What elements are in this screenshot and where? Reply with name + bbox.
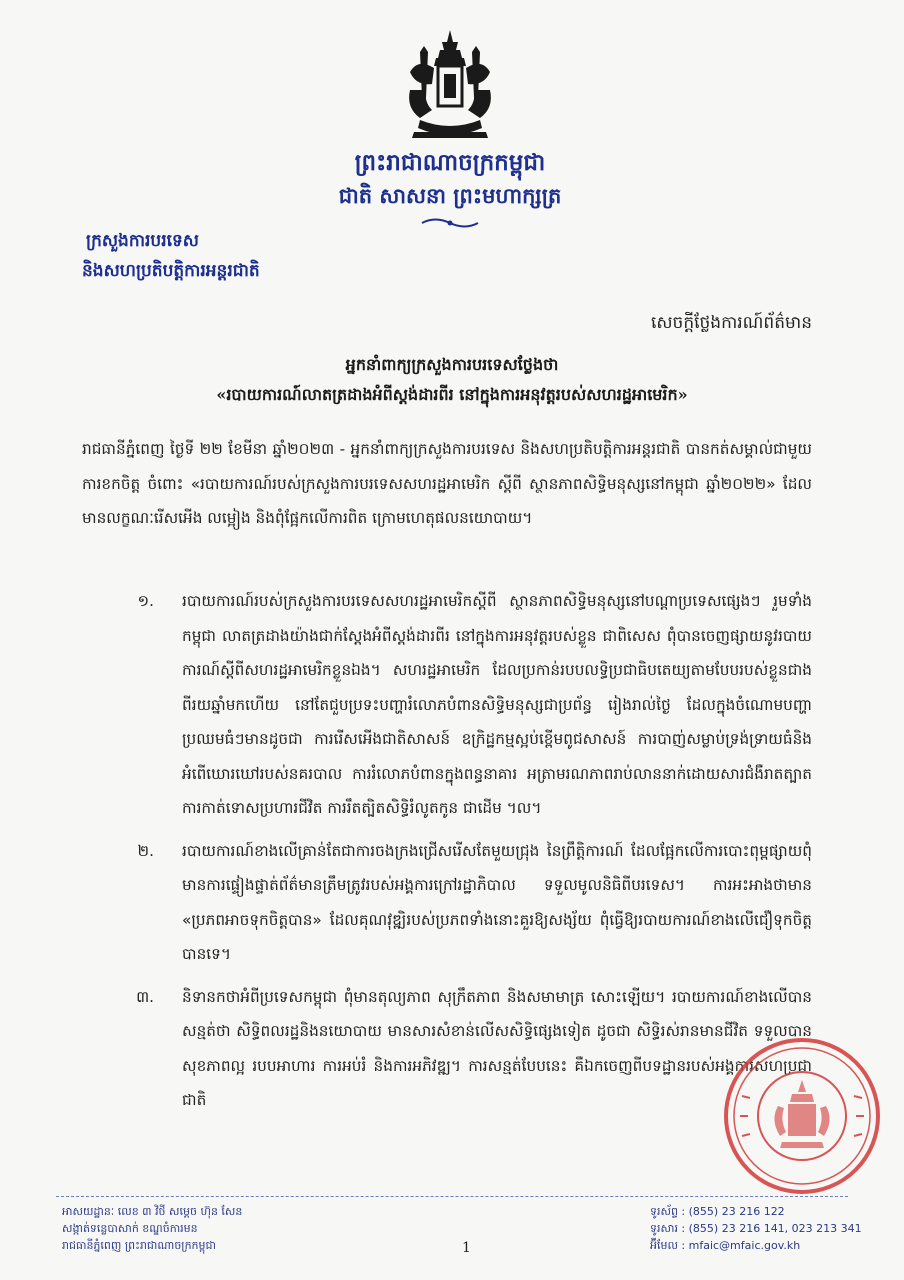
list-item <box>82 834 812 972</box>
footer-divider <box>56 1196 848 1197</box>
list-item <box>82 980 812 1118</box>
item-text: របាយការណ៍របស់ក្រសួងការបរទេសសហរដ្ឋអាមេរិកស្តីពី ស្ថានភាពសិទ្ធិមនុស្សនៅបណ្តាប្រទេសផ្សេងៗ រួមទាំងកម្ពុជា លាតត្រដាងយ៉ាងជាក់ស្តែងអំពីស្តង់ដារពីរ នៅក្នុងការអនុវត្តរបស់ខ្លួន ជាពិសេស ពុំបានចេញផ្សាយនូវរបាយការណ៍ស្តីពីសហរដ្ឋអាមេរិកខ្លួនឯង។ សហរដ្ឋអាមេរិក ដែលប្រកាន់របបលទ្ធិប្រជាធិបតេយ្យតាមបែបរបស់ខ្លួនជាងពីរយឆ្នាំមកហើយ នៅតែជួបប្រទះបញ្ហារំលោភបំពានសិទ្ធិមនុស្សជាប្រព័ន្ធ រៀងរាល់ថ្ងៃ ដែលក្នុងចំណោមបញ្ហាប្រឈមធំៗមានដូចជា ការរើសអើងជាតិសាសន៍ ឧក្រិដ្ឋកម្មស្អប់ខ្ពើមពូជសាសន៍ ការបាញ់សម្លាប់ទ្រង់ទ្រាយធំនិងអំពើឃោរឃៅរបស់នគរបាល ការរំលោភបំពានក្នុងពន្ធនាគារ អត្រាមរណភាពរាប់លាននាក់ដោយសារជំងឺរាតត្បាត ការកាត់ទោសប្រហារជីវិត ការរឹតត្បិតសិទ្ធិរំលូតកូន ជាដើម ។ល។ <box>182 592 812 817</box>
kingdom-header <box>250 146 650 230</box>
page-number: 1 <box>462 1240 471 1256</box>
phone-number: ទូរស័ព្ទ : (855) 23 216 122 <box>650 1205 785 1218</box>
list-item <box>82 584 812 826</box>
headline-line1: អ្នកនាំពាក្យក្រសួងការបរទេសថ្លែងថា <box>345 355 559 374</box>
fax-number: ទូរសារ : (855) 23 216 141, 023 213 341 <box>650 1222 862 1235</box>
address-line2: សង្កាត់ទន្លេបាសាក់ ខណ្ឌចំការមន <box>62 1222 198 1235</box>
royal-coat-of-arms-icon <box>390 28 510 148</box>
kingdom-name: ព្រះរាជាណាចក្រកម្ពុជា <box>354 149 546 176</box>
ministry-name-line1: ក្រសួងការបរទេស <box>86 231 199 251</box>
headline-line2: «របាយការណ៍លាតត្រដាងអំពីស្តង់ដារពីរ នៅក្នុងការអនុវត្តរបស់សហរដ្ឋអាមេរិក» <box>216 385 688 404</box>
footer-address <box>62 1203 242 1254</box>
address-line3: រាជធានីភ្នំពេញ ព្រះរាជាណាចក្រកម្ពុជា <box>62 1239 216 1252</box>
item-text: និទានកថាអំពីប្រទេសកម្ពុជា ពុំមានតុល្យភាព សុក្រឹតភាព និងសមាមាត្រ សោះឡើយ។ របាយការណ៍ខាងលើបានសន្មត់ថា សិទ្ធិពលរដ្ឋនិងនយោបាយ មានសារសំខាន់លើសសិទ្ធិផ្សេងទៀត ដូចជា សិទ្ធិរស់រានមានជីវិត ទទួលបានសុខភាពល្អ របបអាហារ ការអប់រំ និងការអភិវឌ្ឍ។ ការសន្មត់បែបនេះ គឺឯកចេញពីបទដ្ឋានរបស់អង្គការសហប្រជាជាតិ <box>182 987 812 1109</box>
official-seal-icon <box>722 1036 882 1196</box>
statement-points <box>82 584 812 1126</box>
item-text: របាយការណ៍ខាងលើគ្រាន់តែជាការចងក្រងជ្រើសរើសតែមួយជ្រុង នៃព្រឹត្តិការណ៍ ដែលផ្អែកលើការបោះពុម្ពផ្សាយពុំមានការផ្ទៀងផ្ទាត់ព័ត៌មានត្រឹមត្រូវរបស់អង្គការក្រៅរដ្ឋាភិបាល ទទួលមូលនិធិពីបរទេស។ ការអះអាងថាមាន «ប្រភពអាចទុកចិត្តបាន» ដែលគុណវុឌ្ឍិរបស់ប្រភពទាំងនោះគួរឱ្យសង្ស័យ ពុំធ្វើឱ្យរបាយការណ៍ខាងលើជឿទុកចិត្តបានទេ។ <box>182 841 812 963</box>
national-motto: ជាតិ សាសនា ព្រះមហាក្សត្រ <box>338 183 562 208</box>
document-type: សេចក្តីថ្លែងការណ៍ព័ត៌មាន <box>650 313 812 333</box>
email-address: អ៊ីមែល : mfaic@mfaic.gov.kh <box>650 1239 801 1252</box>
item-number: ១. <box>137 592 154 610</box>
item-number: ២. <box>137 841 154 860</box>
tacteing-ornament-icon <box>420 216 480 230</box>
item-number: ៣. <box>136 987 154 1006</box>
headline <box>100 350 804 410</box>
footer-contacts <box>650 1203 862 1254</box>
intro-paragraph: រាជធានីភ្នំពេញ ថ្ងៃទី ២២ ខែមីនា ឆ្នាំ២០២៣ - អ្នកនាំពាក្យក្រសួងការបរទេស និងសហប្រតិបត្តិការអន្តរជាតិ បានកត់សម្គាល់ជាមួយការខកចិត្ត ចំពោះ «របាយការណ៍របស់ក្រសួងការបរទេសសហរដ្ឋអាមេរិក ស្តីពី ស្ថានភាពសិទ្ធិមនុស្សនៅកម្ពុជា ឆ្នាំ២០២២» ដែលមានលក្ខណៈរើសអើង លម្អៀង និងពុំផ្អែកលើការពិត ក្រោមហេតុផលនយោបាយ។ <box>82 440 812 527</box>
ministry-name <box>82 226 260 286</box>
ministry-name-line2: និងសហប្រតិបត្តិការអន្តរជាតិ <box>82 261 260 281</box>
address-line1: អាសយដ្ឋានៈ លេខ ៣ វិថី សម្តេច ហ៊ុន សែន <box>62 1205 243 1218</box>
